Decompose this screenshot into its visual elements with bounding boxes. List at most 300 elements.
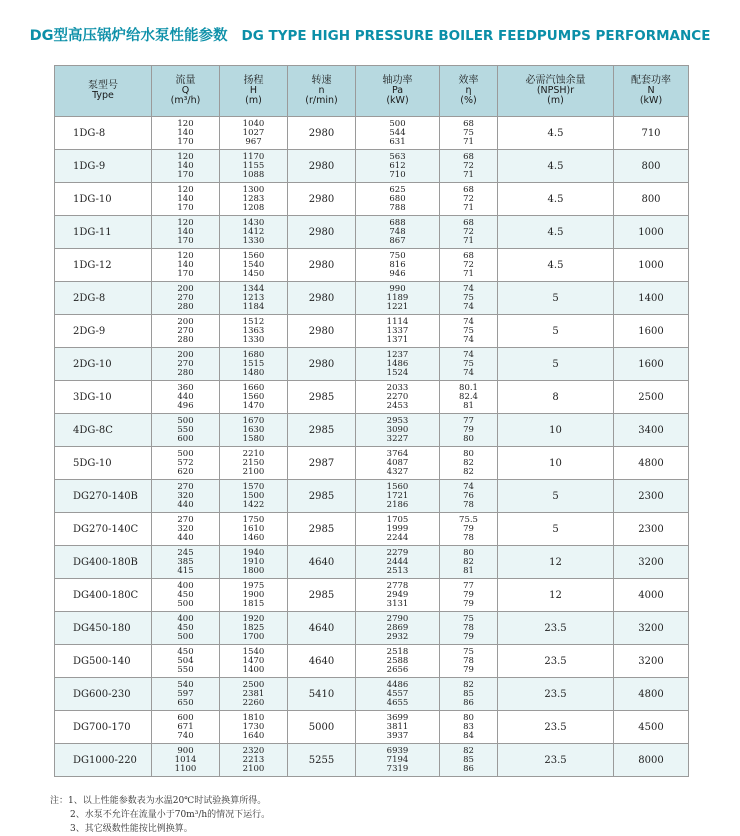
cell-flow-value: 600 xyxy=(177,712,194,723)
cell-shaft-power-value: 4557 xyxy=(386,688,409,699)
cell-speed: 2980 xyxy=(288,249,356,282)
cell-head xyxy=(220,579,288,612)
cell-flow-value: 120 xyxy=(177,151,194,162)
cell-head-value: 1300 xyxy=(242,184,265,195)
cell-type: 4DG-8C xyxy=(55,414,152,447)
cell-shaft-power-value: 750 xyxy=(389,250,406,261)
cell-shaft-power xyxy=(356,315,440,348)
cell-head-value: 1515 xyxy=(242,358,265,369)
cell-head-value: 1975 xyxy=(242,580,265,591)
cell-head xyxy=(220,216,288,249)
cell-flow-value: 270 xyxy=(177,292,194,303)
cell-flow xyxy=(152,381,220,414)
cell-head-value: 2213 xyxy=(242,754,265,765)
header-text: n xyxy=(318,85,325,96)
cell-shaft-power xyxy=(356,249,440,282)
cell-efficiency xyxy=(440,282,498,315)
cell-type: DG400-180C xyxy=(55,579,152,612)
cell-head-value: 2150 xyxy=(242,457,265,468)
cell-flow-value: 170 xyxy=(177,169,194,180)
cell-shaft-power xyxy=(356,579,440,612)
cell-npsh: 23.5 xyxy=(498,612,614,645)
cell-efficiency-value: 80 xyxy=(463,433,474,444)
cell-shaft-power-value: 1371 xyxy=(386,334,409,345)
cell-motor-power: 8000 xyxy=(614,744,689,777)
cell-head xyxy=(220,447,288,480)
cell-efficiency-value: 79 xyxy=(463,664,474,675)
cell-head-value: 2100 xyxy=(242,466,265,477)
cell-type: 1DG-10 xyxy=(55,183,152,216)
performance-table xyxy=(54,65,689,777)
cell-shaft-power-value: 3227 xyxy=(386,433,409,444)
cell-motor-power: 1000 xyxy=(614,249,689,282)
cell-shaft-power-value: 4327 xyxy=(386,466,409,477)
cell-head xyxy=(220,117,288,150)
cell-flow-value: 270 xyxy=(177,325,194,336)
cell-flow xyxy=(152,678,220,711)
cell-head-value: 1660 xyxy=(242,382,265,393)
cell-efficiency-value: 82 xyxy=(463,556,474,567)
cell-head-value: 1155 xyxy=(242,160,265,171)
cell-efficiency xyxy=(440,480,498,513)
cell-head-value: 1460 xyxy=(242,532,265,543)
cell-flow-value: 550 xyxy=(177,424,194,435)
cell-type: DG700-170 xyxy=(55,711,152,744)
cell-efficiency-value: 71 xyxy=(463,202,474,213)
cell-flow-value: 245 xyxy=(177,547,194,558)
cell-efficiency xyxy=(440,348,498,381)
cell-efficiency-value: 79 xyxy=(463,598,474,609)
cell-efficiency-value: 75 xyxy=(463,292,474,303)
cell-type: DG500-140 xyxy=(55,645,152,678)
cell-flow xyxy=(152,447,220,480)
cell-head-value: 1363 xyxy=(242,325,265,336)
cell-shaft-power-value: 631 xyxy=(389,136,406,147)
cell-efficiency xyxy=(440,546,498,579)
cell-flow-value: 140 xyxy=(177,160,194,171)
cell-shaft-power-value: 2444 xyxy=(386,556,409,567)
cell-flow xyxy=(152,744,220,777)
cell-flow-value: 120 xyxy=(177,118,194,129)
cell-flow-value: 170 xyxy=(177,268,194,279)
cell-motor-power: 710 xyxy=(614,117,689,150)
cell-speed: 2980 xyxy=(288,315,356,348)
cell-efficiency-value: 85 xyxy=(463,688,474,699)
cell-efficiency-value: 74 xyxy=(463,334,474,345)
cell-type: 2DG-8 xyxy=(55,282,152,315)
cell-flow-value: 500 xyxy=(177,631,194,642)
table-header-row xyxy=(55,66,689,117)
cell-motor-power: 1600 xyxy=(614,315,689,348)
cell-shaft-power xyxy=(356,678,440,711)
cell-flow xyxy=(152,546,220,579)
cell-head-value: 2100 xyxy=(242,763,265,774)
cell-shaft-power-value: 7194 xyxy=(386,754,409,765)
cell-efficiency-value: 82 xyxy=(463,679,474,690)
cell-flow xyxy=(152,711,220,744)
cell-shaft-power xyxy=(356,348,440,381)
cell-head xyxy=(220,711,288,744)
cell-efficiency-value: 76 xyxy=(463,490,474,501)
cell-efficiency-value: 83 xyxy=(463,721,474,732)
cell-shaft-power-value: 2513 xyxy=(386,565,409,576)
cell-shaft-power-value: 2656 xyxy=(386,664,409,675)
cell-efficiency-value: 82.4 xyxy=(459,391,478,402)
cell-speed: 2985 xyxy=(288,381,356,414)
cell-flow-value: 440 xyxy=(177,532,194,543)
cell-npsh: 8 xyxy=(498,381,614,414)
cell-efficiency xyxy=(440,216,498,249)
cell-flow xyxy=(152,348,220,381)
cell-efficiency-value: 71 xyxy=(463,235,474,246)
cell-efficiency-value: 78 xyxy=(463,655,474,666)
cell-efficiency-value: 82 xyxy=(463,466,474,477)
header-text: 轴功率 xyxy=(382,75,413,86)
cell-shaft-power xyxy=(356,117,440,150)
cell-head-value: 1088 xyxy=(242,169,265,180)
cell-motor-power: 1600 xyxy=(614,348,689,381)
page-title-cn: DG型高压锅炉给水泵性能参数 xyxy=(29,28,228,44)
table-body xyxy=(55,117,689,777)
cell-shaft-power-value: 2790 xyxy=(386,613,409,624)
cell-efficiency xyxy=(440,249,498,282)
cell-type: DG400-180B xyxy=(55,546,152,579)
cell-flow xyxy=(152,150,220,183)
cell-efficiency xyxy=(440,183,498,216)
cell-flow xyxy=(152,513,220,546)
cell-type: 1DG-11 xyxy=(55,216,152,249)
table-row xyxy=(55,414,689,447)
note-item: 3、其它级数性能按比例换算。 xyxy=(70,824,193,834)
cell-flow xyxy=(152,645,220,678)
cell-head xyxy=(220,150,288,183)
cell-flow-value: 140 xyxy=(177,127,194,138)
cell-flow-value: 280 xyxy=(177,334,194,345)
cell-head-value: 1940 xyxy=(242,547,265,558)
cell-flow xyxy=(152,282,220,315)
header-speed xyxy=(288,66,356,117)
header-text: (kW) xyxy=(386,95,409,106)
cell-flow xyxy=(152,183,220,216)
table-row xyxy=(55,117,689,150)
header-text: 转速 xyxy=(311,75,332,86)
cell-flow-value: 140 xyxy=(177,259,194,270)
cell-motor-power: 4800 xyxy=(614,447,689,480)
cell-head xyxy=(220,348,288,381)
cell-speed: 2980 xyxy=(288,348,356,381)
cell-type: 3DG-10 xyxy=(55,381,152,414)
cell-shaft-power-value: 788 xyxy=(389,202,406,213)
header-text: (NPSH)r xyxy=(536,85,575,96)
cell-flow-value: 400 xyxy=(177,613,194,624)
cell-shaft-power-value: 4486 xyxy=(386,679,409,690)
cell-flow-value: 120 xyxy=(177,217,194,228)
cell-type: DG1000-220 xyxy=(55,744,152,777)
cell-head xyxy=(220,381,288,414)
cell-head xyxy=(220,480,288,513)
cell-flow-value: 671 xyxy=(177,721,194,732)
cell-shaft-power-value: 2453 xyxy=(386,400,409,411)
cell-flow-value: 270 xyxy=(177,514,194,525)
header-flow xyxy=(152,66,220,117)
cell-speed: 2985 xyxy=(288,480,356,513)
header-efficiency xyxy=(440,66,498,117)
cell-motor-power: 4500 xyxy=(614,711,689,744)
cell-head-value: 1412 xyxy=(242,226,265,237)
table-row xyxy=(55,480,689,513)
cell-head-value: 1450 xyxy=(242,268,265,279)
cell-npsh: 10 xyxy=(498,447,614,480)
cell-flow-value: 597 xyxy=(177,688,194,699)
cell-efficiency-value: 81 xyxy=(463,400,474,411)
header-motor-power xyxy=(614,66,689,117)
header-type xyxy=(55,66,152,117)
cell-type: DG450-180 xyxy=(55,612,152,645)
cell-npsh: 4.5 xyxy=(498,249,614,282)
cell-flow-value: 500 xyxy=(177,415,194,426)
cell-shaft-power-value: 1524 xyxy=(386,367,409,378)
cell-flow-value: 320 xyxy=(177,523,194,534)
cell-npsh: 23.5 xyxy=(498,711,614,744)
cell-head-value: 1730 xyxy=(242,721,265,732)
cell-speed: 2980 xyxy=(288,117,356,150)
cell-head-value: 1330 xyxy=(242,235,265,246)
header-text: (m) xyxy=(245,95,262,106)
cell-motor-power: 2500 xyxy=(614,381,689,414)
cell-efficiency-value: 68 xyxy=(463,184,474,195)
cell-efficiency-value: 79 xyxy=(463,589,474,600)
cell-efficiency-value: 80 xyxy=(463,448,474,459)
cell-shaft-power-value: 3811 xyxy=(386,721,409,732)
cell-speed: 2980 xyxy=(288,150,356,183)
cell-npsh: 10 xyxy=(498,414,614,447)
cell-motor-power: 3400 xyxy=(614,414,689,447)
cell-efficiency xyxy=(440,117,498,150)
cell-shaft-power-value: 990 xyxy=(389,283,406,294)
cell-shaft-power-value: 7319 xyxy=(386,763,409,774)
cell-head-value: 1027 xyxy=(242,127,265,138)
table-row xyxy=(55,381,689,414)
header-text: (r/min) xyxy=(305,95,338,106)
cell-shaft-power-value: 3937 xyxy=(386,730,409,741)
cell-flow xyxy=(152,249,220,282)
cell-flow-value: 200 xyxy=(177,349,194,360)
table-row xyxy=(55,249,689,282)
cell-head-value: 1825 xyxy=(242,622,265,633)
cell-shaft-power-value: 563 xyxy=(389,151,406,162)
cell-head-value: 1283 xyxy=(242,193,265,204)
cell-npsh: 5 xyxy=(498,315,614,348)
notes xyxy=(50,794,270,836)
cell-shaft-power-value: 625 xyxy=(389,184,406,195)
cell-motor-power: 3200 xyxy=(614,612,689,645)
cell-efficiency-value: 79 xyxy=(463,424,474,435)
cell-efficiency-value: 72 xyxy=(463,160,474,171)
header-shaft-power xyxy=(356,66,440,117)
cell-head-value: 1670 xyxy=(242,415,265,426)
cell-flow-value: 320 xyxy=(177,490,194,501)
header-text: (m³/h) xyxy=(170,95,201,106)
cell-shaft-power xyxy=(356,447,440,480)
cell-flow-value: 1014 xyxy=(174,754,197,765)
cell-shaft-power-value: 688 xyxy=(389,217,406,228)
cell-head-value: 1580 xyxy=(242,433,265,444)
page-title xyxy=(0,24,740,45)
cell-npsh: 4.5 xyxy=(498,150,614,183)
cell-shaft-power xyxy=(356,513,440,546)
cell-efficiency-value: 75 xyxy=(463,613,474,624)
cell-flow-value: 450 xyxy=(177,622,194,633)
cell-type: 2DG-10 xyxy=(55,348,152,381)
cell-motor-power: 4800 xyxy=(614,678,689,711)
cell-efficiency-value: 78 xyxy=(463,499,474,510)
cell-flow-value: 360 xyxy=(177,382,194,393)
cell-flow-value: 170 xyxy=(177,202,194,213)
cell-flow-value: 540 xyxy=(177,679,194,690)
cell-flow-value: 170 xyxy=(177,136,194,147)
cell-shaft-power-value: 680 xyxy=(389,193,406,204)
cell-efficiency-value: 74 xyxy=(463,301,474,312)
table-row xyxy=(55,150,689,183)
cell-shaft-power-value: 2869 xyxy=(386,622,409,633)
cell-head-value: 1680 xyxy=(242,349,265,360)
table-row xyxy=(55,513,689,546)
cell-shaft-power-value: 500 xyxy=(389,118,406,129)
cell-flow xyxy=(152,315,220,348)
cell-type: DG600-230 xyxy=(55,678,152,711)
cell-head xyxy=(220,678,288,711)
cell-shaft-power-value: 1486 xyxy=(386,358,409,369)
cell-head-value: 1500 xyxy=(242,490,265,501)
table-row xyxy=(55,348,689,381)
header-text: η xyxy=(465,85,472,96)
cell-speed: 4640 xyxy=(288,546,356,579)
cell-flow-value: 120 xyxy=(177,250,194,261)
cell-flow-value: 415 xyxy=(177,565,194,576)
cell-shaft-power-value: 612 xyxy=(389,160,406,171)
cell-flow-value: 280 xyxy=(177,367,194,378)
header-text: 效率 xyxy=(458,75,479,86)
cell-efficiency-value: 72 xyxy=(463,226,474,237)
cell-head-value: 1750 xyxy=(242,514,265,525)
table-row xyxy=(55,612,689,645)
cell-shaft-power-value: 2033 xyxy=(386,382,409,393)
header-text: Pa xyxy=(391,85,404,96)
table-row xyxy=(55,645,689,678)
cell-shaft-power-value: 3131 xyxy=(386,598,409,609)
cell-flow-value: 120 xyxy=(177,184,194,195)
cell-shaft-power-value: 1337 xyxy=(386,325,409,336)
header-text: 扬程 xyxy=(243,75,264,86)
cell-efficiency xyxy=(440,513,498,546)
table-row xyxy=(55,447,689,480)
cell-motor-power: 800 xyxy=(614,183,689,216)
cell-efficiency-value: 68 xyxy=(463,118,474,129)
cell-type: 1DG-8 xyxy=(55,117,152,150)
cell-head-value: 1344 xyxy=(242,283,265,294)
cell-efficiency-value: 78 xyxy=(463,622,474,633)
header-text: (kW) xyxy=(639,95,663,106)
cell-flow-value: 572 xyxy=(177,457,194,468)
cell-efficiency xyxy=(440,579,498,612)
cell-head xyxy=(220,744,288,777)
cell-flow-value: 740 xyxy=(177,730,194,741)
cell-head-value: 1470 xyxy=(242,655,265,666)
cell-efficiency-value: 79 xyxy=(463,631,474,642)
cell-efficiency-value: 74 xyxy=(463,316,474,327)
cell-shaft-power-value: 2588 xyxy=(386,655,409,666)
cell-head-value: 2381 xyxy=(242,688,265,699)
cell-flow xyxy=(152,579,220,612)
note-item: 注：1、以上性能参数表为水温20℃时试验换算所得。 xyxy=(50,796,267,806)
header-text: 配套功率 xyxy=(631,75,671,86)
table-row xyxy=(55,678,689,711)
cell-head-value: 1480 xyxy=(242,367,265,378)
cell-shaft-power-value: 2953 xyxy=(386,415,409,426)
cell-shaft-power-value: 2270 xyxy=(386,391,409,402)
cell-efficiency-value: 68 xyxy=(463,217,474,228)
cell-shaft-power-value: 2186 xyxy=(386,499,409,510)
cell-flow-value: 440 xyxy=(177,499,194,510)
cell-efficiency-value: 79 xyxy=(463,523,474,534)
cell-head xyxy=(220,645,288,678)
cell-head-value: 967 xyxy=(245,136,262,147)
header-head xyxy=(220,66,288,117)
cell-shaft-power-value: 4087 xyxy=(386,457,409,468)
cell-speed: 2987 xyxy=(288,447,356,480)
header-text: (%) xyxy=(460,95,477,106)
table-row xyxy=(55,744,689,777)
cell-head xyxy=(220,414,288,447)
cell-efficiency-value: 68 xyxy=(463,151,474,162)
cell-speed: 2985 xyxy=(288,513,356,546)
cell-shaft-power-value: 4655 xyxy=(386,697,409,708)
cell-head-value: 1170 xyxy=(242,151,265,162)
cell-head-value: 1213 xyxy=(242,292,265,303)
cell-shaft-power-value: 1114 xyxy=(386,316,409,327)
cell-head-value: 1512 xyxy=(242,316,265,327)
header-text: H xyxy=(249,85,258,96)
cell-head-value: 1330 xyxy=(242,334,265,345)
cell-head-value: 1540 xyxy=(242,646,265,657)
cell-shaft-power-value: 2279 xyxy=(386,547,409,558)
cell-head-value: 1640 xyxy=(242,730,265,741)
cell-flow-value: 270 xyxy=(177,481,194,492)
cell-shaft-power-value: 1999 xyxy=(386,523,409,534)
cell-motor-power: 2300 xyxy=(614,513,689,546)
cell-npsh: 4.5 xyxy=(498,183,614,216)
cell-flow-value: 496 xyxy=(177,400,194,411)
cell-motor-power: 1400 xyxy=(614,282,689,315)
cell-speed: 4640 xyxy=(288,645,356,678)
cell-efficiency xyxy=(440,645,498,678)
cell-head-value: 1184 xyxy=(242,301,265,312)
cell-shaft-power xyxy=(356,183,440,216)
cell-efficiency-value: 75 xyxy=(463,325,474,336)
cell-shaft-power-value: 710 xyxy=(389,169,406,180)
header-text: 必需汽蚀余量 xyxy=(525,75,586,86)
cell-efficiency-value: 72 xyxy=(463,193,474,204)
cell-efficiency xyxy=(440,711,498,744)
cell-efficiency-value: 82 xyxy=(463,745,474,756)
cell-npsh: 5 xyxy=(498,480,614,513)
cell-efficiency xyxy=(440,744,498,777)
cell-head-value: 1800 xyxy=(242,565,265,576)
header-npsh xyxy=(498,66,614,117)
cell-head xyxy=(220,315,288,348)
cell-motor-power: 3200 xyxy=(614,645,689,678)
cell-head-value: 1910 xyxy=(242,556,265,567)
